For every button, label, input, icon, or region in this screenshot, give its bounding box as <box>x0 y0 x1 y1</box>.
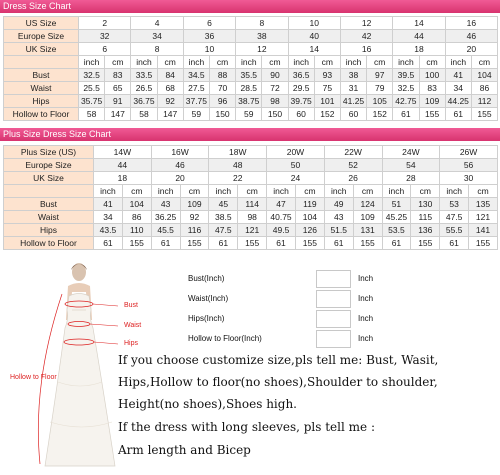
measurement-cell: 44.25 <box>445 95 471 108</box>
measurement-cell: 32.5 <box>79 69 105 82</box>
measurement-cell: 109 <box>353 211 382 224</box>
measurement-cell: 39.75 <box>288 95 314 108</box>
europe-size-cell: 42 <box>340 30 392 43</box>
measurement-cell: 32.5 <box>393 82 419 95</box>
measurement-cell: 39.5 <box>393 69 419 82</box>
measurement-cell: 61 <box>151 237 180 250</box>
measurement-cell: 51.5 <box>324 224 353 237</box>
measurement-cell: 100 <box>419 69 445 82</box>
measurement-cell: 105 <box>367 95 393 108</box>
measurement-cell: 155 <box>295 237 324 250</box>
unit-cell: inch <box>324 185 353 198</box>
unit-cell: inch <box>131 56 157 69</box>
unit-cell: inch <box>393 56 419 69</box>
measurement-cell: 25.5 <box>79 82 105 95</box>
dress-size-chart-title: Dress Size Chart <box>0 0 500 13</box>
uk-size-cell: 28 <box>382 172 440 185</box>
unit-cell: cm <box>367 56 393 69</box>
europe-size-cell: 50 <box>267 159 325 172</box>
measurement-cell: 45.25 <box>382 211 411 224</box>
form-bust-unit: Inch <box>358 274 374 283</box>
measurement-cell: 155 <box>238 237 267 250</box>
europe-size-row <box>4 159 498 172</box>
form-waist-unit: Inch <box>358 294 374 303</box>
unit-cell: cm <box>419 56 445 69</box>
uk-size-cell: 12 <box>236 43 288 56</box>
measurement-cell: 109 <box>419 95 445 108</box>
measurement-cell: 59 <box>183 108 209 121</box>
measurement-cell: 61 <box>324 237 353 250</box>
measurement-cell: 53 <box>440 198 469 211</box>
measurement-cell: 92 <box>180 211 209 224</box>
form-hips-unit: Inch <box>358 314 374 323</box>
measurement-cell: 61 <box>445 108 471 121</box>
measurement-cell: 47.5 <box>440 211 469 224</box>
unit-row <box>4 185 498 198</box>
measurement-label: Waist <box>4 211 94 224</box>
measurement-cell: 86 <box>122 211 151 224</box>
figure-bust-label: Bust <box>124 302 139 309</box>
measurement-cell: 98 <box>238 211 267 224</box>
measurement-cell: 147 <box>157 108 183 121</box>
unit-cell: inch <box>209 185 238 198</box>
measurement-cell: 43.5 <box>94 224 123 237</box>
plus-size-table <box>3 145 498 250</box>
measurement-cell: 136 <box>411 224 440 237</box>
measurement-cell: 41 <box>445 69 471 82</box>
unit-cell: cm <box>122 185 151 198</box>
unit-cell: cm <box>105 56 131 69</box>
measurement-cell: 45 <box>209 198 238 211</box>
form-hollow-unit: Inch <box>358 334 374 343</box>
measurement-cell: 116 <box>180 224 209 237</box>
europe-size-cell: 40 <box>288 30 340 43</box>
uk-size-cell: 8 <box>131 43 183 56</box>
us-size-cell: 14W <box>94 146 152 159</box>
measurement-label: Hollow to Floor <box>4 108 79 121</box>
unit-cell: cm <box>238 185 267 198</box>
uk-size-cell: 20 <box>151 172 209 185</box>
measurement-cell: 150 <box>262 108 288 121</box>
us-size-row <box>4 146 498 159</box>
measurement-cell: 37.75 <box>183 95 209 108</box>
measurement-cell: 58 <box>131 108 157 121</box>
measurement-label: Bust <box>4 69 79 82</box>
form-hollow-label: Hollow to Floor(Inch) <box>188 334 262 343</box>
measurement-cell: 121 <box>469 211 498 224</box>
measurement-cell: 65 <box>105 82 131 95</box>
uk-size-row <box>4 172 498 185</box>
measurement-cell: 60 <box>340 108 366 121</box>
measurement-label: Hips <box>4 95 79 108</box>
measurement-cell: 155 <box>411 237 440 250</box>
measurement-cell: 135 <box>469 198 498 211</box>
measurement-cell: 155 <box>419 108 445 121</box>
unit-row <box>4 56 498 69</box>
measurement-cell: 72 <box>262 82 288 95</box>
measurement-cell: 47 <box>267 198 296 211</box>
measurement-cell: 104 <box>471 69 497 82</box>
europe-size-cell: 54 <box>382 159 440 172</box>
unit-cell: inch <box>440 185 469 198</box>
measurement-row <box>4 69 498 82</box>
unit-cell: cm <box>411 185 440 198</box>
us-size-cell: 24W <box>382 146 440 159</box>
measurement-cell: 51 <box>382 198 411 211</box>
form-hips-label: Hips(Inch) <box>188 314 225 323</box>
measurement-cell: 36.5 <box>288 69 314 82</box>
europe-size-cell: 32 <box>79 30 131 43</box>
measurement-cell: 38.5 <box>209 211 238 224</box>
dress-size-table <box>3 16 498 121</box>
measurement-cell: 53.5 <box>382 224 411 237</box>
unit-cell: inch <box>79 56 105 69</box>
us-size-cell: 16 <box>445 17 497 30</box>
plus-size-chart-title: Plus Size Dress Size Chart <box>0 128 500 141</box>
measurement-cell: 90 <box>262 69 288 82</box>
measurement-cell: 152 <box>367 108 393 121</box>
measurement-cell: 79 <box>367 82 393 95</box>
measurement-cell: 61 <box>267 237 296 250</box>
unit-cell: cm <box>469 185 498 198</box>
europe-size-cell: 46 <box>445 30 497 43</box>
measurement-label: Hips <box>4 224 94 237</box>
measurement-cell: 114 <box>238 198 267 211</box>
us-size-cell: 22W <box>324 146 382 159</box>
unit-cell: cm <box>262 56 288 69</box>
us-size-label: US Size <box>4 17 79 30</box>
unit-cell: inch <box>236 56 262 69</box>
europe-size-row <box>4 30 498 43</box>
us-size-cell: 18W <box>209 146 267 159</box>
measurement-cell: 155 <box>469 237 498 250</box>
measurement-cell: 150 <box>209 108 235 121</box>
us-size-cell: 16W <box>151 146 209 159</box>
form-bust-label: Bust(Inch) <box>188 274 225 283</box>
measurement-cell: 83 <box>419 82 445 95</box>
measurement-cell: 70 <box>209 82 235 95</box>
measurement-cell: 155 <box>471 108 497 121</box>
figure-hips-label: Hips <box>124 340 139 347</box>
uk-size-cell: 26 <box>324 172 382 185</box>
unit-cell: inch <box>267 185 296 198</box>
us-size-cell: 26W <box>440 146 498 159</box>
unit-row-label <box>4 185 94 198</box>
measurement-cell: 49.5 <box>267 224 296 237</box>
uk-size-cell: 10 <box>183 43 235 56</box>
us-size-label: Plus Size (US) <box>4 146 94 159</box>
measurement-cell: 141 <box>469 224 498 237</box>
measurement-cell: 41 <box>94 198 123 211</box>
waist-input[interactable] <box>316 290 351 308</box>
measurement-cell: 61 <box>440 237 469 250</box>
measurement-label: Waist <box>4 82 79 95</box>
measurement-cell: 61 <box>382 237 411 250</box>
measurement-cell: 92 <box>157 95 183 108</box>
us-size-cell: 2 <box>79 17 131 30</box>
measurement-cell: 28.5 <box>236 82 262 95</box>
measurement-cell: 83 <box>105 69 131 82</box>
measurement-cell: 34 <box>445 82 471 95</box>
measurement-row <box>4 108 498 121</box>
us-size-cell: 8 <box>236 17 288 30</box>
measurement-cell: 31 <box>340 82 366 95</box>
unit-cell: cm <box>180 185 209 198</box>
measurement-cell: 86 <box>471 82 497 95</box>
measurement-cell: 27.5 <box>183 82 209 95</box>
unit-cell: inch <box>340 56 366 69</box>
measurement-cell: 61 <box>209 237 238 250</box>
measurement-row <box>4 82 498 95</box>
form-waist-label: Waist(Inch) <box>188 294 229 303</box>
dress-measurement-figure <box>0 262 142 470</box>
note-line-4: If the dress with long sleeves, pls tell me : <box>118 420 375 434</box>
unit-cell: inch <box>445 56 471 69</box>
measurement-cell: 152 <box>314 108 340 121</box>
measurement-cell: 155 <box>122 237 151 250</box>
us-size-cell: 10 <box>288 17 340 30</box>
measurement-cell: 34 <box>94 211 123 224</box>
measurement-cell: 38.75 <box>236 95 262 108</box>
measurement-cell: 101 <box>314 95 340 108</box>
uk-size-cell: 6 <box>79 43 131 56</box>
europe-size-cell: 44 <box>393 30 445 43</box>
unit-cell: cm <box>471 56 497 69</box>
uk-size-cell: 30 <box>440 172 498 185</box>
unit-cell: inch <box>151 185 180 198</box>
us-size-cell: 20W <box>267 146 325 159</box>
measurement-cell: 35.75 <box>79 95 105 108</box>
uk-size-label: UK Size <box>4 43 79 56</box>
europe-size-cell: 36 <box>183 30 235 43</box>
figure-waist-label: Waist <box>124 322 142 329</box>
unit-cell: inch <box>382 185 411 198</box>
unit-cell: inch <box>288 56 314 69</box>
unit-cell: cm <box>353 185 382 198</box>
measurement-cell: 60 <box>288 108 314 121</box>
unit-row-label <box>4 56 79 69</box>
measurement-cell: 155 <box>353 237 382 250</box>
note-line-3: Height(no shoes),Shoes high. <box>118 397 297 411</box>
measurement-cell: 34.5 <box>183 69 209 82</box>
measurement-cell: 112 <box>471 95 497 108</box>
measurement-cell: 55.5 <box>440 224 469 237</box>
uk-size-cell: 18 <box>94 172 152 185</box>
measurement-cell: 26.5 <box>131 82 157 95</box>
europe-size-cell: 52 <box>324 159 382 172</box>
measurement-row <box>4 198 498 211</box>
europe-size-cell: 34 <box>131 30 183 43</box>
uk-size-cell: 24 <box>267 172 325 185</box>
measurement-cell: 38 <box>340 69 366 82</box>
measurement-cell: 36.75 <box>131 95 157 108</box>
measurement-cell: 110 <box>122 224 151 237</box>
unit-cell: cm <box>157 56 183 69</box>
measurement-cell: 93 <box>314 69 340 82</box>
us-size-cell: 14 <box>393 17 445 30</box>
measurement-cell: 131 <box>353 224 382 237</box>
measurement-cell: 98 <box>262 95 288 108</box>
measurement-row <box>4 95 498 108</box>
measurement-cell: 121 <box>238 224 267 237</box>
measurement-cell: 115 <box>411 211 440 224</box>
measurement-cell: 104 <box>122 198 151 211</box>
measurement-cell: 43 <box>151 198 180 211</box>
us-size-cell: 12 <box>340 17 392 30</box>
measurement-cell: 104 <box>295 211 324 224</box>
europe-size-label: Europe Size <box>4 159 94 172</box>
measurement-cell: 84 <box>157 69 183 82</box>
uk-size-cell: 22 <box>209 172 267 185</box>
measurement-cell: 119 <box>295 198 324 211</box>
measurement-cell: 35.5 <box>236 69 262 82</box>
measurement-cell: 91 <box>105 95 131 108</box>
measurement-cell: 58 <box>79 108 105 121</box>
uk-size-label: UK Size <box>4 172 94 185</box>
measurement-cell: 29.5 <box>288 82 314 95</box>
unit-cell: cm <box>314 56 340 69</box>
measurement-cell: 36.25 <box>151 211 180 224</box>
measurement-cell: 33.5 <box>131 69 157 82</box>
measurement-cell: 47.5 <box>209 224 238 237</box>
unit-cell: cm <box>295 185 324 198</box>
measurement-cell: 61 <box>94 237 123 250</box>
us-size-row <box>4 17 498 30</box>
measurement-cell: 40.75 <box>267 211 296 224</box>
measurement-cell: 155 <box>180 237 209 250</box>
measurement-cell: 45.5 <box>151 224 180 237</box>
measurement-cell: 42.75 <box>393 95 419 108</box>
hollow-to-floor-input[interactable] <box>316 330 351 348</box>
unit-cell: inch <box>94 185 123 198</box>
europe-size-label: Europe Size <box>4 30 79 43</box>
measurement-row <box>4 211 498 224</box>
measurement-cell: 59 <box>236 108 262 121</box>
us-size-cell: 6 <box>183 17 235 30</box>
europe-size-cell: 46 <box>151 159 209 172</box>
europe-size-cell: 38 <box>236 30 288 43</box>
unit-cell: cm <box>209 56 235 69</box>
measurement-cell: 147 <box>105 108 131 121</box>
measurement-cell: 41.25 <box>340 95 366 108</box>
note-line-2: Hips,Hollow to floor(no shoes),Shoulder to shoulder, <box>118 375 438 389</box>
uk-size-cell: 14 <box>288 43 340 56</box>
measurement-row <box>4 237 498 250</box>
measurement-cell: 97 <box>367 69 393 82</box>
us-size-cell: 4 <box>131 17 183 30</box>
bust-input[interactable] <box>316 270 351 288</box>
uk-size-row <box>4 43 498 56</box>
hips-input[interactable] <box>316 310 351 328</box>
europe-size-cell: 44 <box>94 159 152 172</box>
measurement-cell: 124 <box>353 198 382 211</box>
note-line-5: Arm length and Bicep <box>118 443 251 457</box>
note-line-1: If you choose customize size,pls tell me: Bust, Wasit, <box>118 353 439 367</box>
uk-size-cell: 16 <box>340 43 392 56</box>
europe-size-cell: 56 <box>440 159 498 172</box>
measurement-label: Bust <box>4 198 94 211</box>
measurement-cell: 109 <box>180 198 209 211</box>
uk-size-cell: 18 <box>393 43 445 56</box>
measurement-cell: 126 <box>295 224 324 237</box>
measurement-cell: 68 <box>157 82 183 95</box>
measurement-label: Hollow to Floor <box>4 237 94 250</box>
measurement-cell: 130 <box>411 198 440 211</box>
measurement-cell: 43 <box>324 211 353 224</box>
unit-cell: inch <box>183 56 209 69</box>
measurement-cell: 88 <box>209 69 235 82</box>
measurement-cell: 75 <box>314 82 340 95</box>
dress-illustration <box>0 262 120 470</box>
measurement-cell: 61 <box>393 108 419 121</box>
measurement-cell: 96 <box>209 95 235 108</box>
uk-size-cell: 20 <box>445 43 497 56</box>
europe-size-cell: 48 <box>209 159 267 172</box>
figure-hollow-label: Hollow to Floor <box>10 374 57 381</box>
measurement-row <box>4 224 498 237</box>
measurement-cell: 49 <box>324 198 353 211</box>
